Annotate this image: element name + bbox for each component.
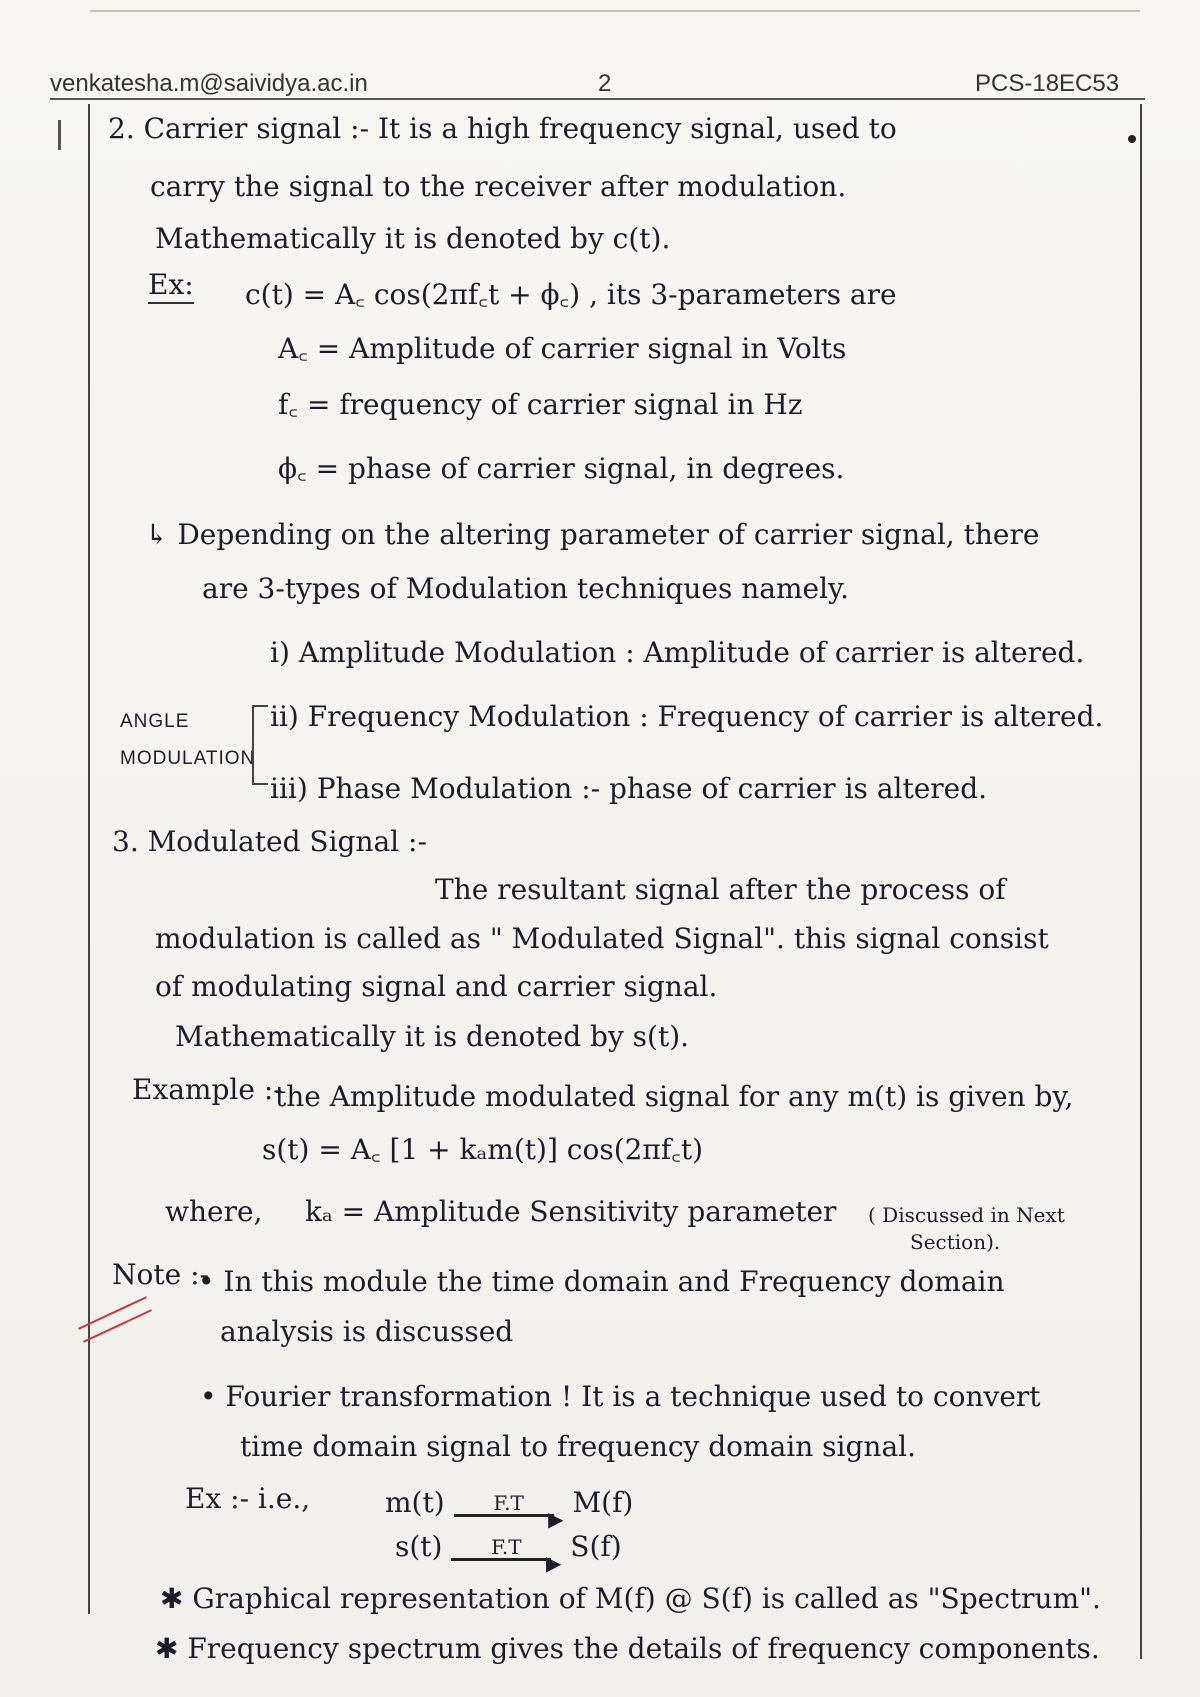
- note-line-2: analysis is discussed: [220, 1315, 514, 1348]
- where-label: where,: [165, 1195, 263, 1228]
- frequency-spectrum-line: ✱ Frequency spectrum gives the details of frequency components.: [155, 1632, 1100, 1665]
- note-label: Note :-: [112, 1258, 209, 1291]
- left-margin-mark: [58, 120, 61, 150]
- depending-line-2: are 3-types of Modulation techniques namely.: [202, 572, 850, 605]
- fourier-arrow-2: ▶ F.T: [451, 1530, 561, 1564]
- param-amplitude: A꜀ = Amplitude of carrier signal in Volts: [278, 332, 847, 365]
- phase-modulation-item: iii) Phase Modulation :- phase of carrier is altered.: [270, 772, 988, 805]
- am-equation: s(t) = A꜀ [1 + kₐm(t)] cos(2πf꜀t): [262, 1133, 704, 1166]
- ka-note-2: Section).: [910, 1230, 1001, 1254]
- param-frequency: f꜀ = frequency of carrier signal in Hz: [278, 388, 803, 421]
- amplitude-modulation-item: i) Amplitude Modulation : Amplitude of carrier is altered.: [270, 636, 1085, 669]
- transform-row-1: [385, 1486, 633, 1520]
- depending-line-1: ↳ Depending on the altering parameter of carrier signal, there: [145, 518, 1040, 551]
- modulated-signal-heading: 3. Modulated Signal :-: [112, 825, 427, 858]
- page-top-edge: [90, 10, 1140, 12]
- header-course-code: PCS-18EC53: [975, 70, 1120, 97]
- example-heading: Example :-: [132, 1073, 283, 1106]
- right-margin-line: [1140, 104, 1142, 1659]
- spectrum-line: ✱ Graphical representation of M(f) @ S(f) is called as "Spectrum".: [160, 1582, 1101, 1615]
- m-of-t: m(t): [385, 1486, 445, 1519]
- example-label: Ex:: [148, 268, 194, 304]
- angle-modulation-bracket: [252, 705, 268, 785]
- modulation-label: MODULATION: [120, 748, 256, 769]
- angle-label: ANGLE: [120, 711, 190, 732]
- S-of-f: S(f): [570, 1530, 622, 1563]
- M-of-f: M(f): [572, 1486, 634, 1519]
- carrier-signal-heading: 2. Carrier signal :- It is a high frequency signal, used to: [108, 112, 897, 145]
- header-rule: [50, 98, 1145, 100]
- frequency-modulation-item: ii) Frequency Modulation : Frequency of carrier is altered.: [270, 700, 1104, 733]
- left-margin-line: [88, 104, 90, 1614]
- red-pen-mark-2: [83, 1309, 152, 1343]
- ka-definition: kₐ = Amplitude Sensitivity parameter: [305, 1195, 837, 1228]
- header-page-number: 2: [598, 70, 612, 97]
- modulated-line-2: modulation is called as " Modulated Signal". this signal consist: [155, 922, 1049, 955]
- header-email: venkatesha.m@saividya.ac.in: [50, 70, 368, 97]
- modulated-line-3: of modulating signal and carrier signal.: [155, 970, 718, 1003]
- carrier-line-3: Mathematically it is denoted by c(t).: [155, 222, 671, 255]
- modulated-line-4: Mathematically it is denoted by s(t).: [175, 1020, 690, 1053]
- fourier-line-2: time domain signal to frequency domain signal.: [240, 1430, 917, 1463]
- fourier-arrow-1: ▶ F.T: [454, 1486, 564, 1520]
- transform-row-2: [395, 1530, 622, 1564]
- carrier-line-2: carry the signal to the receiver after modulation.: [150, 170, 847, 203]
- example-text: the Amplitude modulated signal for any m(t) is given by,: [275, 1080, 1074, 1113]
- ka-note-1: ( Discussed in Next: [868, 1203, 1065, 1227]
- fourier-line-1: • Fourier transformation ! It is a technique used to convert: [200, 1380, 1041, 1413]
- carrier-equation: c(t) = A꜀ cos(2πf꜀t + ϕ꜀) , its 3-parameters are: [245, 278, 897, 311]
- s-of-t: s(t): [395, 1530, 443, 1563]
- param-phase: ϕ꜀ = phase of carrier signal, in degrees.: [278, 452, 845, 485]
- modulated-line-1: The resultant signal after the process of: [435, 873, 1006, 906]
- note-line-1: • In this module the time domain and Frequency domain: [198, 1265, 1005, 1298]
- fourier-example-label: Ex :- i.e.,: [185, 1482, 311, 1515]
- margin-dot: [1128, 135, 1136, 143]
